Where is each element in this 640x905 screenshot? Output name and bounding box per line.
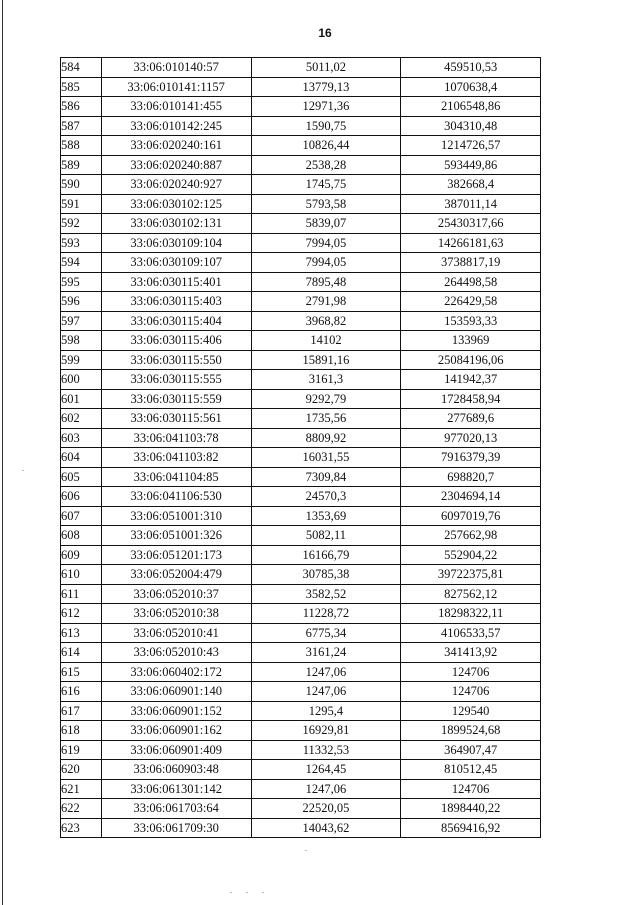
area-cell: 1735,56: [251, 409, 401, 429]
area-cell: 1295,4: [251, 701, 401, 721]
table-row: [61, 662, 541, 682]
area-cell: 2538,28: [251, 155, 401, 175]
value-cell: 264498,58: [401, 272, 541, 292]
area-cell: 1745,75: [251, 175, 401, 195]
value-cell: 124706: [401, 662, 541, 682]
cadastral-number-cell: 33:06:060903:48: [101, 760, 251, 780]
cadastral-number-cell: 33:06:030102:131: [101, 214, 251, 234]
value-cell: 25430317,66: [401, 214, 541, 234]
cadastral-number-cell: 33:06:052010:38: [101, 604, 251, 624]
row-number-cell: 598: [61, 331, 102, 351]
area-cell: 14043,62: [251, 818, 401, 838]
value-cell: 153593,33: [401, 311, 541, 331]
page-number: 16: [318, 26, 332, 40]
table-row: [61, 721, 541, 741]
value-cell: 2304694,14: [401, 487, 541, 507]
area-cell: 3161,3: [251, 370, 401, 390]
row-number-cell: 604: [61, 448, 102, 468]
table-row: [61, 487, 541, 507]
area-cell: 7895,48: [251, 272, 401, 292]
area-cell: 16929,81: [251, 721, 401, 741]
scan-artifact: [230, 892, 232, 893]
row-number-cell: 621: [61, 779, 102, 799]
area-cell: 1247,06: [251, 682, 401, 702]
cadastral-number-cell: 33:06:051001:310: [101, 506, 251, 526]
value-cell: 7916379,39: [401, 448, 541, 468]
row-number-cell: 602: [61, 409, 102, 429]
value-cell: 459510,53: [401, 58, 541, 78]
cadastral-number-cell: 33:06:060901:409: [101, 740, 251, 760]
row-number-cell: 603: [61, 428, 102, 448]
table-row: [61, 701, 541, 721]
value-cell: 827562,12: [401, 584, 541, 604]
cadastral-number-cell: 33:06:030109:104: [101, 233, 251, 253]
row-number-cell: 592: [61, 214, 102, 234]
area-cell: 16031,55: [251, 448, 401, 468]
row-number-cell: 620: [61, 760, 102, 780]
table-row: [61, 155, 541, 175]
area-cell: 13779,13: [251, 77, 401, 97]
row-number-cell: 594: [61, 253, 102, 273]
table-row: [61, 97, 541, 117]
area-cell: 9292,79: [251, 389, 401, 409]
table-row: [61, 623, 541, 643]
table-row: [61, 389, 541, 409]
table-row: [61, 116, 541, 136]
table-row: [61, 526, 541, 546]
value-cell: 1214726,57: [401, 136, 541, 156]
cadastral-number-cell: 33:06:030115:401: [101, 272, 251, 292]
cadastral-number-cell: 33:06:030115:404: [101, 311, 251, 331]
row-number-cell: 593: [61, 233, 102, 253]
value-cell: 552904,22: [401, 545, 541, 565]
area-cell: 12971,36: [251, 97, 401, 117]
cadastral-number-cell: 33:06:030102:125: [101, 194, 251, 214]
area-cell: 1264,45: [251, 760, 401, 780]
row-number-cell: 608: [61, 526, 102, 546]
page-left-edge: [2, 0, 3, 905]
area-cell: 7994,05: [251, 253, 401, 273]
cadastral-number-cell: 33:06:030115:403: [101, 292, 251, 312]
table-row: [61, 448, 541, 468]
value-cell: 8569416,92: [401, 818, 541, 838]
table-row: [61, 409, 541, 429]
value-cell: 698820,7: [401, 467, 541, 487]
scan-artifact: [22, 470, 24, 471]
value-cell: 4106533,57: [401, 623, 541, 643]
cadastral-number-cell: 33:06:041106:530: [101, 487, 251, 507]
row-number-cell: 614: [61, 643, 102, 663]
area-cell: 3161,24: [251, 643, 401, 663]
value-cell: 810512,45: [401, 760, 541, 780]
value-cell: 977020,13: [401, 428, 541, 448]
row-number-cell: 613: [61, 623, 102, 643]
value-cell: 1898440,22: [401, 799, 541, 819]
cadastral-number-cell: 33:06:061301:142: [101, 779, 251, 799]
area-cell: 1353,69: [251, 506, 401, 526]
area-cell: 2791,98: [251, 292, 401, 312]
cadastral-number-cell: 33:06:060901:152: [101, 701, 251, 721]
cadastral-number-cell: 33:06:030115:561: [101, 409, 251, 429]
value-cell: 39722375,81: [401, 565, 541, 585]
table-row: [61, 292, 541, 312]
cadastral-number-cell: 33:06:010142:245: [101, 116, 251, 136]
value-cell: 277689,6: [401, 409, 541, 429]
table-row: [61, 272, 541, 292]
table-row: [61, 350, 541, 370]
row-number-cell: 617: [61, 701, 102, 721]
value-cell: 2106548,86: [401, 97, 541, 117]
row-number-cell: 616: [61, 682, 102, 702]
table-row: [61, 604, 541, 624]
area-cell: 30785,38: [251, 565, 401, 585]
area-cell: 1247,06: [251, 662, 401, 682]
table-row: [61, 331, 541, 351]
value-cell: 3738817,19: [401, 253, 541, 273]
value-cell: 141942,37: [401, 370, 541, 390]
cadastral-number-cell: 33:06:061709:30: [101, 818, 251, 838]
table-row: [61, 565, 541, 585]
row-number-cell: 609: [61, 545, 102, 565]
row-number-cell: 585: [61, 77, 102, 97]
value-cell: 124706: [401, 682, 541, 702]
table-row: [61, 77, 541, 97]
area-cell: 15891,16: [251, 350, 401, 370]
table-row: [61, 545, 541, 565]
row-number-cell: 591: [61, 194, 102, 214]
value-cell: 364907,47: [401, 740, 541, 760]
area-cell: 5082,11: [251, 526, 401, 546]
row-number-cell: 584: [61, 58, 102, 78]
cadastral-number-cell: 33:06:041103:82: [101, 448, 251, 468]
value-cell: 1899524,68: [401, 721, 541, 741]
cadastral-number-cell: 33:06:020240:927: [101, 175, 251, 195]
cadastral-number-cell: 33:06:041103:78: [101, 428, 251, 448]
row-number-cell: 599: [61, 350, 102, 370]
value-cell: 387011,14: [401, 194, 541, 214]
row-number-cell: 596: [61, 292, 102, 312]
cadastral-number-cell: 33:06:041104:85: [101, 467, 251, 487]
row-number-cell: 611: [61, 584, 102, 604]
cadastral-number-cell: 33:06:020240:887: [101, 155, 251, 175]
row-number-cell: 623: [61, 818, 102, 838]
row-number-cell: 607: [61, 506, 102, 526]
area-cell: 1590,75: [251, 116, 401, 136]
cadastral-number-cell: 33:06:010141:1157: [101, 77, 251, 97]
table-row: [61, 311, 541, 331]
table-row: [61, 370, 541, 390]
table-row: [61, 136, 541, 156]
cadastral-number-cell: 33:06:052010:37: [101, 584, 251, 604]
area-cell: 16166,79: [251, 545, 401, 565]
value-cell: 6097019,76: [401, 506, 541, 526]
value-cell: 124706: [401, 779, 541, 799]
area-cell: 7309,84: [251, 467, 401, 487]
area-cell: 3582,52: [251, 584, 401, 604]
cadastral-number-cell: 33:06:030115:550: [101, 350, 251, 370]
scan-artifact: [262, 892, 264, 893]
row-number-cell: 586: [61, 97, 102, 117]
table-row: [61, 760, 541, 780]
cadastral-number-cell: 33:06:052004:479: [101, 565, 251, 585]
cadastral-number-cell: 33:06:060901:162: [101, 721, 251, 741]
area-cell: 8809,92: [251, 428, 401, 448]
cadastral-number-cell: 33:06:051201:173: [101, 545, 251, 565]
value-cell: 25084196,06: [401, 350, 541, 370]
row-number-cell: 606: [61, 487, 102, 507]
area-cell: 10826,44: [251, 136, 401, 156]
area-cell: 22520,05: [251, 799, 401, 819]
row-number-cell: 595: [61, 272, 102, 292]
row-number-cell: 615: [61, 662, 102, 682]
value-cell: 1070638,4: [401, 77, 541, 97]
cadastral-number-cell: 33:06:030115:559: [101, 389, 251, 409]
table-row: [61, 58, 541, 78]
table-row: [61, 799, 541, 819]
value-cell: 593449,86: [401, 155, 541, 175]
cadastral-number-cell: 33:06:030115:555: [101, 370, 251, 390]
row-number-cell: 619: [61, 740, 102, 760]
table-row: [61, 194, 541, 214]
value-cell: 129540: [401, 701, 541, 721]
cadastral-number-cell: 33:06:061703:64: [101, 799, 251, 819]
cadastral-number-cell: 33:06:020240:161: [101, 136, 251, 156]
table-row: [61, 506, 541, 526]
row-number-cell: 587: [61, 116, 102, 136]
row-number-cell: 622: [61, 799, 102, 819]
area-cell: 3968,82: [251, 311, 401, 331]
table-body: [61, 58, 541, 838]
value-cell: 1728458,94: [401, 389, 541, 409]
land-plot-table: [60, 57, 541, 838]
area-cell: 5011,02: [251, 58, 401, 78]
area-cell: 5839,07: [251, 214, 401, 234]
cadastral-number-cell: 33:06:051001:326: [101, 526, 251, 546]
table-row: [61, 214, 541, 234]
row-number-cell: 610: [61, 565, 102, 585]
row-number-cell: 612: [61, 604, 102, 624]
row-number-cell: 597: [61, 311, 102, 331]
row-number-cell: 589: [61, 155, 102, 175]
table-row: [61, 682, 541, 702]
value-cell: 14266181,63: [401, 233, 541, 253]
table-row: [61, 467, 541, 487]
area-cell: 14102: [251, 331, 401, 351]
table-row: [61, 428, 541, 448]
area-cell: 5793,58: [251, 194, 401, 214]
table-row: [61, 175, 541, 195]
value-cell: 341413,92: [401, 643, 541, 663]
area-cell: 11228,72: [251, 604, 401, 624]
row-number-cell: 588: [61, 136, 102, 156]
cadastral-number-cell: 33:06:060901:140: [101, 682, 251, 702]
table-row: [61, 779, 541, 799]
cadastral-number-cell: 33:06:060402:172: [101, 662, 251, 682]
value-cell: 18298322,11: [401, 604, 541, 624]
cadastral-number-cell: 33:06:030115:406: [101, 331, 251, 351]
scan-artifact: [305, 850, 307, 851]
row-number-cell: 601: [61, 389, 102, 409]
row-number-cell: 605: [61, 467, 102, 487]
value-cell: 133969: [401, 331, 541, 351]
cadastral-number-cell: 33:06:052010:43: [101, 643, 251, 663]
table-row: [61, 818, 541, 838]
area-cell: 11332,53: [251, 740, 401, 760]
cadastral-number-cell: 33:06:010141:455: [101, 97, 251, 117]
cadastral-number-cell: 33:06:052010:41: [101, 623, 251, 643]
area-cell: 1247,06: [251, 779, 401, 799]
table-row: [61, 253, 541, 273]
cadastral-number-cell: 33:06:010140:57: [101, 58, 251, 78]
table-row: [61, 643, 541, 663]
value-cell: 382668,4: [401, 175, 541, 195]
scan-artifact: [246, 892, 248, 893]
value-cell: 304310,48: [401, 116, 541, 136]
row-number-cell: 600: [61, 370, 102, 390]
value-cell: 226429,58: [401, 292, 541, 312]
area-cell: 7994,05: [251, 233, 401, 253]
area-cell: 6775,34: [251, 623, 401, 643]
table-row: [61, 584, 541, 604]
area-cell: 24570,3: [251, 487, 401, 507]
row-number-cell: 618: [61, 721, 102, 741]
cadastral-number-cell: 33:06:030109:107: [101, 253, 251, 273]
table-row: [61, 233, 541, 253]
value-cell: 257662,98: [401, 526, 541, 546]
table-row: [61, 740, 541, 760]
row-number-cell: 590: [61, 175, 102, 195]
